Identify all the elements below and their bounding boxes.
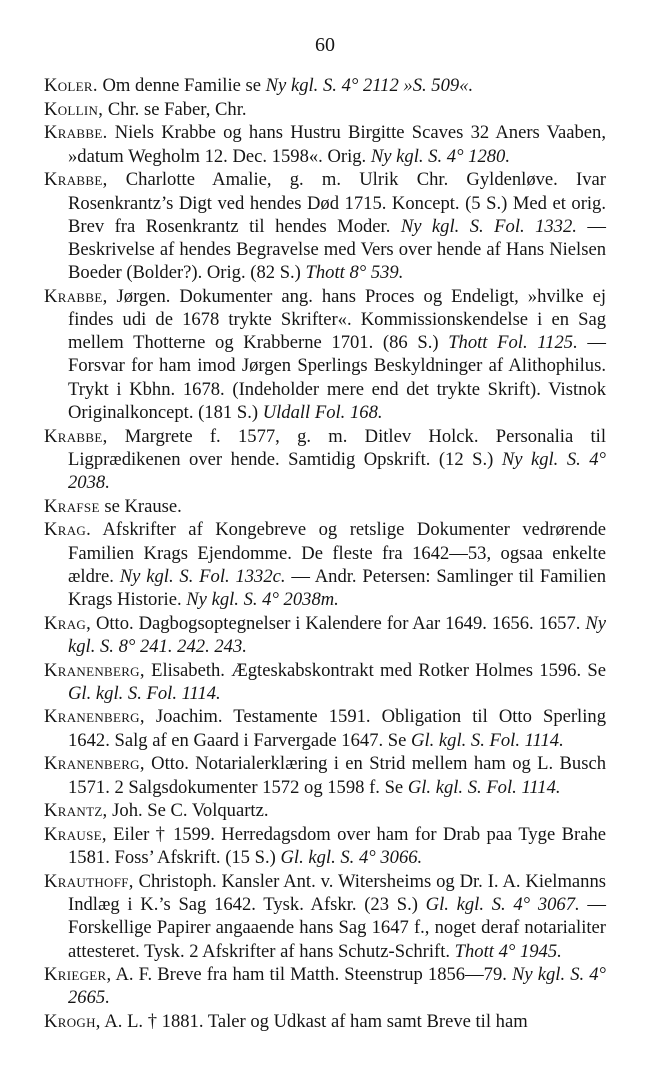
- entry-text: Otto. Notarialerklæring i en Strid mellem ham og L. Busch 1571. 2 Salgsdokumenter 1572 og 1598 f. Se: [68, 753, 606, 798]
- catalog-entry: [44, 612, 606, 658]
- catalog-entry: [44, 963, 606, 1009]
- entry-text: Jørgen. Dokumenter ang. hans Proces og Endeligt, »hvilke ej findes udi de 1678 trykte Skrifter«. Kommissionskendelse i en Sag mellem Thotterne og Krabberne 1701. (86 S.): [68, 285, 606, 354]
- entry-name: Krabbe,: [44, 285, 108, 307]
- entry-name: Krauthoff,: [44, 870, 134, 892]
- shelfmark-reference: Ny kgl. S. Fol. 1332.: [400, 215, 577, 237]
- entry-name: Koler.: [44, 75, 98, 96]
- entry-name: Krabbe,: [44, 169, 108, 191]
- entry-name: Kranenberg,: [44, 706, 145, 728]
- entry-text: A. L. † 1881. Taler og Udkast af ham samt Breve til ham: [100, 1011, 528, 1033]
- entry-text: Om denne Familie se: [97, 75, 266, 96]
- entry-name: Krantz,: [44, 800, 108, 822]
- entry-name: Krabbe,: [44, 425, 108, 447]
- catalog-entry: [44, 752, 606, 798]
- catalog-entry: [44, 121, 606, 167]
- entry-text: Afskrifter af Kongebreve og retslige Dokumenter vedrørende Familien Krags Ejendomme. De fleste fra 1642—53, ogsaa enkelte ældre.: [68, 519, 606, 587]
- shelfmark-reference: Ny kgl. S. 4° 2665.: [68, 964, 606, 1009]
- entry-text: — Beskrivelse af hendes Begravelse med Vers over hende af Hans Nielsen Boeder (Bolder?). Orig. (82 S.): [68, 215, 606, 284]
- shelfmark-reference: Thott Fol. 1125.: [448, 332, 578, 354]
- entry-text: Niels Krabbe og hans Hustru Birgitte Scaves 32 Aners Vaaben, »datum Wegholm 12. Dec. 1598«. Orig.: [68, 122, 606, 167]
- entry-text: Margrete f. 1577, g. m. Ditlev Holck. Personalia til Ligprædikenen over hende. Samtidig Opskrift. (12 S.): [68, 425, 606, 470]
- shelfmark-reference: Gl. kgl. S. Fol. 1114.: [411, 729, 564, 751]
- entry-text: — Forskellige Papirer angaaende hans Sag 1647 f., noget deraf notarialiter attesteret. Tysk. 2 Afskrifter af hans Schutz-Schrift.: [68, 894, 607, 962]
- entry-text: Otto. Dagbogsoptegnelser i Kalendere for Aar 1649. 1656. 1657.: [91, 612, 586, 634]
- shelfmark-reference: Thott 4° 1945.: [454, 940, 562, 962]
- catalog-entry: [44, 1010, 606, 1033]
- entry-name: Krieger,: [44, 964, 112, 986]
- entry-text: Christoph. Kansler Ant. v. Witersheims og Dr. I. A. Kielmanns Indlæg i K.’s Sag 1642. Tysk. Afskr. (23 S.): [68, 870, 606, 916]
- shelfmark-reference: Gl. kgl. S. 4° 3067.: [425, 894, 580, 916]
- catalog-entry: [44, 285, 606, 424]
- catalog-entry: [44, 799, 606, 822]
- shelfmark-reference: Ny kgl. S. 4° 1280.: [370, 145, 510, 167]
- page-number: 60: [315, 34, 335, 56]
- catalog-entry: [44, 659, 606, 705]
- shelfmark-reference: Ny kgl. S. 8° 241. 242. 243.: [68, 612, 606, 657]
- entry-name: Krogh,: [44, 1011, 101, 1033]
- shelfmark-reference: Thott 8° 539.: [305, 262, 404, 284]
- entry-text: — Forsvar for ham imod Jørgen Sperlings Beskyldninger af Alithophilus. Trykt i Kbhn. 1678. (Indeholder mere end det trykte Skrift). Vistnok Originalkoncept. (181 S.): [68, 332, 606, 423]
- entry-name: Krause,: [44, 824, 107, 845]
- entry-text: Chr. se Faber, Chr.: [103, 98, 247, 120]
- entry-name: Kranenberg,: [44, 753, 145, 775]
- entry-text: A. F. Breve fra ham til Matth. Steenstrup 1856—79.: [111, 964, 513, 986]
- entry-text: Joachim. Testamente 1591. Obligation til Otto Sperling 1642. Salg af en Gaard i Farvergade 1647. Se: [68, 706, 606, 751]
- entry-text: se Krause.: [99, 495, 182, 517]
- catalog-entry: [44, 823, 606, 869]
- shelfmark-reference: Ny kgl. S. 4° 2038.: [68, 448, 606, 493]
- entry-name: Kollin,: [44, 98, 104, 120]
- catalog-entry: [44, 705, 606, 751]
- entry-name: Kranenberg,: [44, 659, 145, 681]
- entry-name: Krag.: [44, 519, 92, 541]
- catalog-entry: [44, 98, 606, 121]
- catalog-entry: [44, 168, 606, 284]
- shelfmark-reference: Ny kgl. S. 4° 2038m.: [186, 588, 339, 610]
- catalog-entry: [44, 495, 606, 518]
- entry-text: Charlotte Amalie, g. m. Ulrik Chr. Gyldenløve. Ivar Rosenkrantz’s Digt ved hendes Død 1715. Koncept. (5 S.) Med et orig. Brev fra Rosenkrantz til hendes Moder.: [68, 169, 606, 237]
- shelfmark-reference: Gl. kgl. S. 4° 3066.: [280, 847, 423, 869]
- entry-text: Elisabeth. Ægteskabskontrakt med Rotker Holmes 1596. Se: [144, 659, 606, 681]
- entry-text: — Andr. Petersen: Samlinger til Familien Krags Historie.: [68, 565, 606, 610]
- catalog-entry: [44, 870, 606, 963]
- shelfmark-reference: Ny kgl. S. Fol. 1332c.: [119, 565, 286, 587]
- catalog-entry: [44, 425, 606, 495]
- catalog-entry: [44, 518, 606, 611]
- entry-text: Joh. Se C. Volquartz.: [107, 800, 269, 822]
- entry-name: Krabbe.: [44, 122, 108, 144]
- catalog-entry: [44, 74, 606, 97]
- entry-name: Krafse: [44, 495, 100, 517]
- entry-text: Eiler † 1599. Herredagsdom over ham for Drab paa Tyge Brahe 1581. Foss’ Afskrift. (15 S.): [68, 824, 606, 869]
- shelfmark-reference: Gl. kgl. S. Fol. 1114.: [407, 776, 561, 798]
- shelfmark-reference: Gl. kgl. S. Fol. 1114.: [68, 682, 221, 704]
- catalog-entries: [44, 74, 606, 1034]
- shelfmark-reference: Uldall Fol. 168.: [262, 401, 383, 423]
- shelfmark-reference: Ny kgl. S. 4° 2112 »S. 509«.: [265, 75, 474, 96]
- entry-name: Krag,: [44, 612, 92, 634]
